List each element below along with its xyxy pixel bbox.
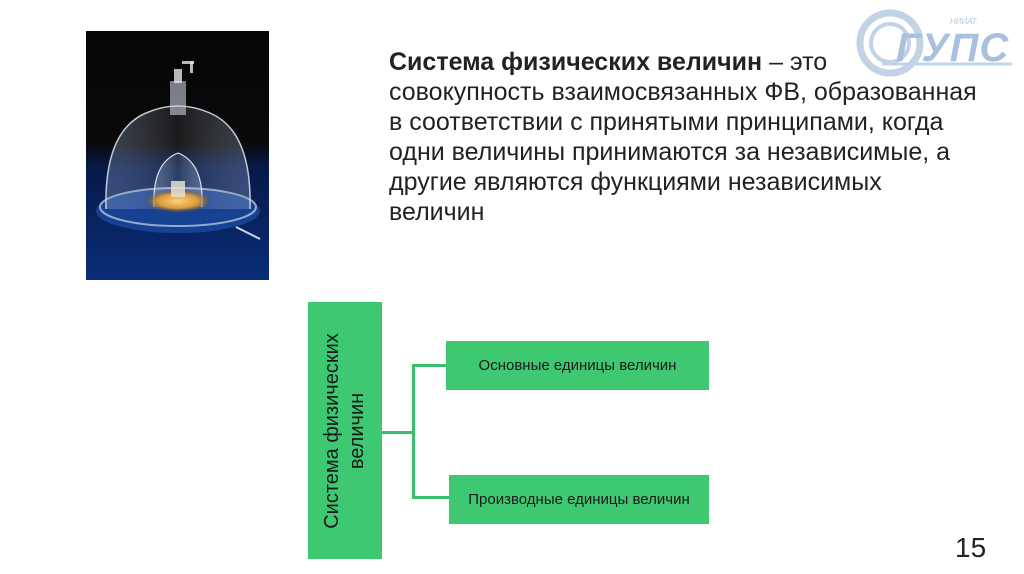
- connector-horizontal-root: [382, 431, 414, 434]
- connector-to-box-1: [412, 364, 446, 367]
- diagram-root-label-line1: Система физических: [321, 332, 343, 529]
- diagram-root-box: [308, 302, 382, 559]
- diagram-root-label-line2: величин: [346, 392, 368, 469]
- connector-vertical: [412, 364, 415, 499]
- kilogram-prototype-photo: [86, 31, 269, 280]
- logo-subtext: НИИАТ: [950, 17, 977, 26]
- logo-text: ГУПС: [896, 26, 1010, 70]
- connector-to-box-2: [412, 496, 449, 499]
- definition-term: Система физических величин: [389, 48, 763, 76]
- diagram-child-derived-units: Производные единицы величин: [449, 475, 709, 524]
- page-number: 15: [955, 532, 987, 563]
- diagram-child-base-units: Основные единицы величин: [446, 341, 709, 390]
- diagram-root-label: [320, 333, 370, 529]
- definition-body: – это совокупность взаимосвязанных ФВ, образованная в соответствии с принятыми принципами, когда одни величины принимаются за независимые, а другие являются функциями независимых величин: [389, 48, 977, 226]
- definition-text: [389, 47, 979, 227]
